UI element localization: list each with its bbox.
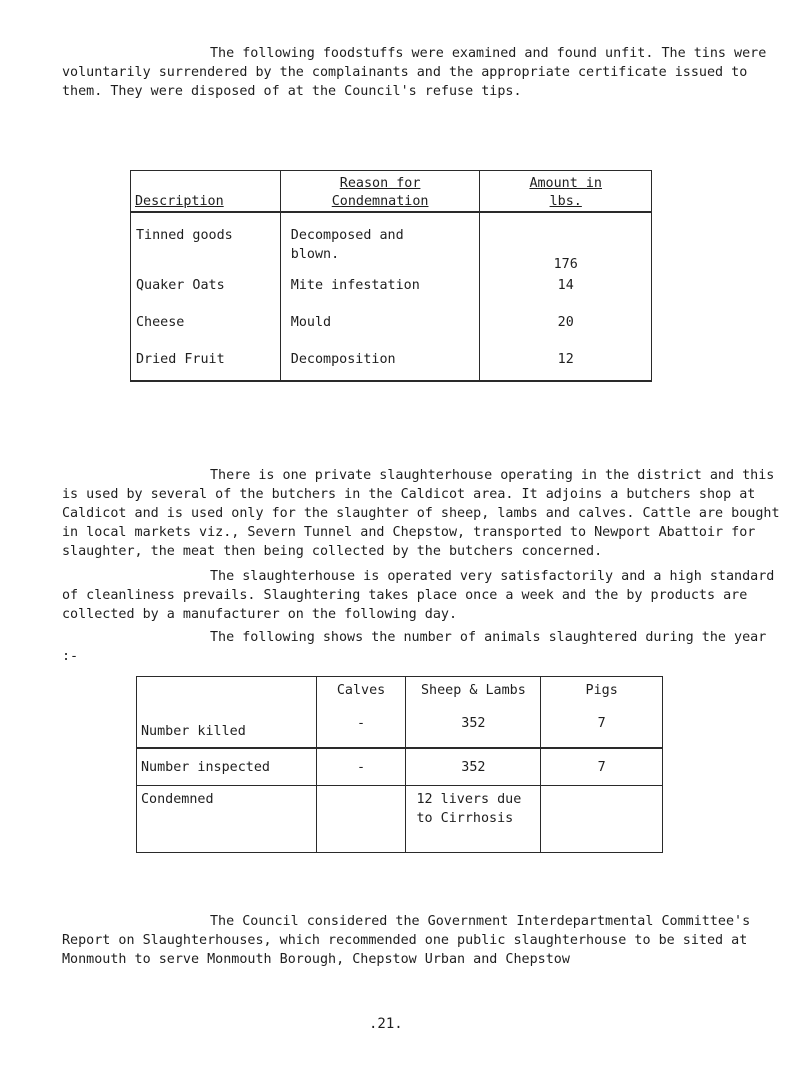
table-row	[137, 677, 663, 749]
reason-cell: Decomposed and blown.	[280, 212, 480, 276]
sheep-lambs-header: Sheep & Lambs	[420, 683, 526, 698]
description-cell: Tinned goods	[131, 212, 281, 276]
table-row	[131, 276, 652, 313]
description-cell: Dried Fruit	[131, 350, 281, 381]
amount-cell: 176	[480, 212, 652, 276]
animals-table	[136, 676, 663, 853]
page-number: .21.	[369, 1016, 403, 1032]
calves-killed: -	[357, 716, 366, 731]
table-row	[131, 313, 652, 350]
pigs-condemned	[541, 786, 663, 853]
condemned-label: Condemned	[137, 786, 317, 853]
pigs-header-cell	[541, 677, 663, 749]
animals-intro-paragraph: The following shows the number of animals slaughtered during the year :-	[62, 630, 767, 664]
table-row	[131, 350, 652, 381]
description-cell: Cheese	[131, 313, 281, 350]
description-header: Description	[131, 171, 281, 213]
operation-paragraph: The slaughterhouse is operated very satisfactorily and a high standard of cleanliness prevails. Slaughtering takes place once a week and the by products are collected by a manufacturer on the following day.	[62, 569, 775, 622]
sheep-lambs-condemned: 12 livers due to Cirrhosis	[406, 786, 541, 853]
amount-cell: 14	[480, 276, 652, 313]
sheep-header-cell	[406, 677, 541, 749]
sheep-lambs-killed: 352	[461, 716, 486, 731]
amount-cell: 12	[480, 350, 652, 381]
calves-header-cell	[316, 677, 406, 749]
slaughterhouse-paragraph: There is one private slaughterhouse operating in the district and this is used by several of the butchers in the Caldicot area. It adjoins a butchers shop at Caldicot and is used only for the slaughter of sheep, lambs and calves. Cattle are bought in local markets viz., Severn Tunnel and Chepstow, transported to Newport Abattoir for slaughter, the meat then being collected by the butchers concerned.	[62, 468, 780, 559]
table-header-row	[131, 171, 652, 213]
reason-cell: Decomposition	[280, 350, 480, 381]
reason-cell: Mould	[280, 313, 480, 350]
amount-cell: 20	[480, 313, 652, 350]
pigs-header: Pigs	[585, 683, 618, 698]
calves-header: Calves	[336, 683, 386, 698]
pigs-inspected: 7	[541, 748, 663, 786]
description-cell: Quaker Oats	[131, 276, 281, 313]
sheep-lambs-inspected: 352	[406, 748, 541, 786]
pigs-killed: 7	[597, 716, 606, 731]
reason-header: Reason for Condemnation	[280, 171, 480, 213]
number-inspected-label: Number inspected	[137, 748, 317, 786]
table-row	[131, 212, 652, 276]
table-row	[137, 748, 663, 786]
reason-cell: Mite infestation	[280, 276, 480, 313]
foodstuffs-table	[130, 170, 652, 382]
table-row	[137, 786, 663, 853]
number-killed-label: Number killed	[137, 677, 317, 749]
intro-paragraph: The following foodstuffs were examined and found unfit. The tins were voluntarily surrendered by the complainants and the appropriate certificate issued to them. They were disposed of at the Council's refuse tips.	[62, 46, 767, 99]
amount-header: Amount in lbs.	[480, 171, 652, 213]
calves-inspected: -	[316, 748, 406, 786]
council-paragraph: The Council considered the Government Interdepartmental Committee's Report on Slaughterhouses, which recommended one public slaughterhouse to be sited at Monmouth to serve Monmouth Borough, Chepstow Urban and Chepstow	[62, 914, 751, 967]
calves-condemned	[316, 786, 406, 853]
